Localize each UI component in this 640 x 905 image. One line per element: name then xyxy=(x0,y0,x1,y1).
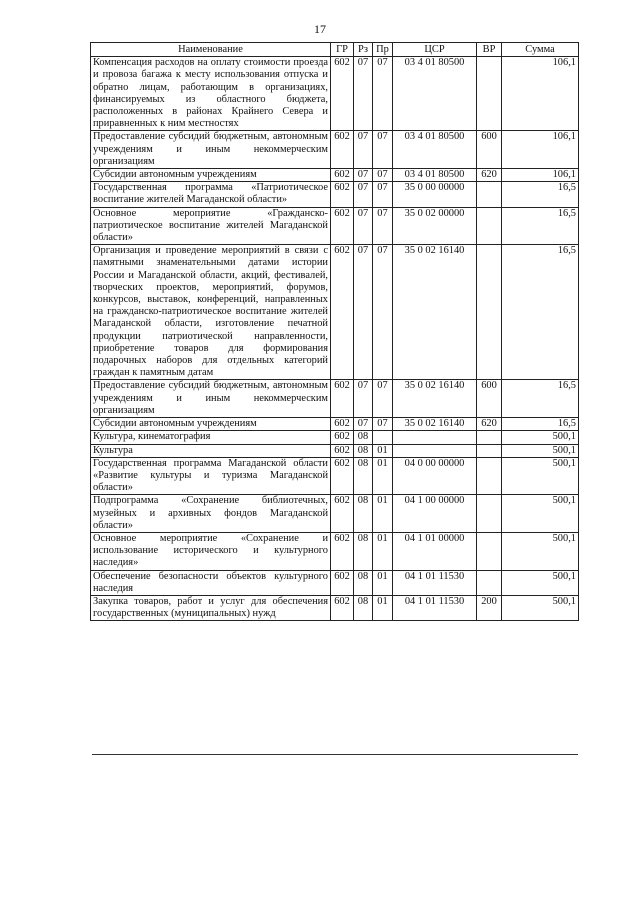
row-name: Закупка товаров, работ и услуг для обеспечения государственных (муниципальных) нужд xyxy=(91,595,331,620)
row-pr: 07 xyxy=(373,131,393,169)
table-row xyxy=(91,169,579,182)
table-row xyxy=(91,495,579,533)
table-row xyxy=(91,532,579,570)
row-name: Субсидии автономным учреждениям xyxy=(91,169,331,182)
row-rz: 07 xyxy=(354,418,373,431)
row-rz: 07 xyxy=(354,169,373,182)
row-gr: 602 xyxy=(331,57,354,131)
row-name: Государственная программа Магаданской области «Развитие культуры и туризма Магаданской области» xyxy=(91,457,331,495)
row-vr xyxy=(477,245,502,380)
row-rz: 07 xyxy=(354,380,373,418)
row-csr: 04 1 01 11530 xyxy=(393,570,477,595)
row-csr: 35 0 02 16140 xyxy=(393,245,477,380)
table-row xyxy=(91,431,579,444)
row-sum: 500,1 xyxy=(502,595,579,620)
row-gr: 602 xyxy=(331,444,354,457)
row-rz: 07 xyxy=(354,207,373,245)
row-csr: 04 1 01 00000 xyxy=(393,532,477,570)
column-header-name: Наименование xyxy=(91,43,331,57)
row-pr: 07 xyxy=(373,380,393,418)
row-gr: 602 xyxy=(331,380,354,418)
row-vr xyxy=(477,57,502,131)
column-header-rz: Рз xyxy=(354,43,373,57)
row-pr: 01 xyxy=(373,570,393,595)
row-csr: 35 0 02 16140 xyxy=(393,418,477,431)
row-name: Культура, кинематография xyxy=(91,431,331,444)
row-sum: 500,1 xyxy=(502,444,579,457)
table-row xyxy=(91,418,579,431)
row-rz: 07 xyxy=(354,131,373,169)
row-sum: 16,5 xyxy=(502,207,579,245)
row-pr: 07 xyxy=(373,169,393,182)
row-name: Основное мероприятие «Сохранение и использование исторического и культурного наследия» xyxy=(91,532,331,570)
row-gr: 602 xyxy=(331,182,354,207)
row-gr: 602 xyxy=(331,169,354,182)
table-header xyxy=(91,43,579,57)
row-name: Государственная программа «Патриотическое воспитание жителей Магаданской области» xyxy=(91,182,331,207)
row-rz: 08 xyxy=(354,495,373,533)
row-vr xyxy=(477,495,502,533)
row-rz: 07 xyxy=(354,57,373,131)
row-sum: 106,1 xyxy=(502,131,579,169)
row-rz: 07 xyxy=(354,182,373,207)
row-rz: 08 xyxy=(354,444,373,457)
row-name: Культура xyxy=(91,444,331,457)
row-name: Предоставление субсидий бюджетным, автономным учреждениям и иным некоммерческим организациям xyxy=(91,131,331,169)
header-row xyxy=(91,43,579,57)
row-rz: 08 xyxy=(354,457,373,495)
row-rz: 07 xyxy=(354,245,373,380)
row-csr: 04 0 00 00000 xyxy=(393,457,477,495)
row-pr: 01 xyxy=(373,444,393,457)
row-sum: 16,5 xyxy=(502,380,579,418)
row-gr: 602 xyxy=(331,431,354,444)
column-header-csr: ЦСР xyxy=(393,43,477,57)
row-name: Основное мероприятие «Гражданско-патриотическое воспитание жителей Магаданской области» xyxy=(91,207,331,245)
row-name: Организация и проведение мероприятий в связи с памятными знаменательными датами истории России и Магаданской области, акций, фестивалей, творческих проектов, мероприятий, форумов, конкурсов, выставок, конференций, направленных на гражданско-патриотическое воспитание жителей Магаданской области, изготовление печатной продукции патриотической направленности, приобретение товаров для формирования подарочных наборов для отдельных категорий граждан к памятным датам xyxy=(91,245,331,380)
table-row xyxy=(91,182,579,207)
row-gr: 602 xyxy=(331,532,354,570)
row-csr: 35 0 02 16140 xyxy=(393,380,477,418)
row-gr: 602 xyxy=(331,570,354,595)
column-header-sum: Сумма xyxy=(502,43,579,57)
row-csr xyxy=(393,431,477,444)
row-csr: 04 1 00 00000 xyxy=(393,495,477,533)
row-csr: 35 0 02 00000 xyxy=(393,207,477,245)
row-gr: 602 xyxy=(331,207,354,245)
row-vr xyxy=(477,431,502,444)
row-vr xyxy=(477,444,502,457)
table-row xyxy=(91,245,579,380)
row-gr: 602 xyxy=(331,418,354,431)
row-vr xyxy=(477,570,502,595)
row-sum: 500,1 xyxy=(502,570,579,595)
row-csr xyxy=(393,444,477,457)
row-pr: 07 xyxy=(373,207,393,245)
row-name: Обеспечение безопасности объектов культурного наследия xyxy=(91,570,331,595)
row-pr xyxy=(373,431,393,444)
table-row xyxy=(91,57,579,131)
row-vr: 620 xyxy=(477,418,502,431)
table-row xyxy=(91,380,579,418)
row-sum: 500,1 xyxy=(502,431,579,444)
row-sum: 106,1 xyxy=(502,57,579,131)
row-rz: 08 xyxy=(354,431,373,444)
row-gr: 602 xyxy=(331,245,354,380)
row-pr: 07 xyxy=(373,245,393,380)
row-vr xyxy=(477,182,502,207)
row-sum: 16,5 xyxy=(502,245,579,380)
table-row xyxy=(91,131,579,169)
row-vr xyxy=(477,457,502,495)
row-vr xyxy=(477,207,502,245)
column-header-pr: Пр xyxy=(373,43,393,57)
row-sum: 500,1 xyxy=(502,495,579,533)
table-row xyxy=(91,595,579,620)
row-vr: 620 xyxy=(477,169,502,182)
row-vr: 600 xyxy=(477,131,502,169)
row-rz: 08 xyxy=(354,570,373,595)
row-csr: 04 1 01 11530 xyxy=(393,595,477,620)
row-pr: 07 xyxy=(373,57,393,131)
page-number: 17 xyxy=(314,22,326,36)
row-gr: 602 xyxy=(331,131,354,169)
row-sum: 16,5 xyxy=(502,418,579,431)
row-pr: 01 xyxy=(373,495,393,533)
column-header-gr: ГР xyxy=(331,43,354,57)
row-rz: 08 xyxy=(354,532,373,570)
row-name: Предоставление субсидий бюджетным, автономным учреждениям и иным некоммерческим организациям xyxy=(91,380,331,418)
row-name: Подпрограмма «Сохранение библиотечных, музейных и архивных фондов Магаданской области» xyxy=(91,495,331,533)
row-vr: 200 xyxy=(477,595,502,620)
row-pr: 07 xyxy=(373,418,393,431)
table-row xyxy=(91,207,579,245)
row-gr: 602 xyxy=(331,595,354,620)
row-sum: 500,1 xyxy=(502,457,579,495)
row-pr: 01 xyxy=(373,532,393,570)
table-row xyxy=(91,457,579,495)
footer-divider xyxy=(92,754,578,755)
row-sum: 106,1 xyxy=(502,169,579,182)
row-pr: 07 xyxy=(373,182,393,207)
row-pr: 01 xyxy=(373,595,393,620)
row-pr: 01 xyxy=(373,457,393,495)
row-sum: 16,5 xyxy=(502,182,579,207)
row-csr: 35 0 00 00000 xyxy=(393,182,477,207)
row-gr: 602 xyxy=(331,457,354,495)
table-body xyxy=(91,57,579,621)
table-row xyxy=(91,444,579,457)
row-vr: 600 xyxy=(477,380,502,418)
row-vr xyxy=(477,532,502,570)
row-name: Субсидии автономным учреждениям xyxy=(91,418,331,431)
column-header-vr: ВР xyxy=(477,43,502,57)
row-sum: 500,1 xyxy=(502,532,579,570)
budget-table xyxy=(90,42,579,621)
row-gr: 602 xyxy=(331,495,354,533)
row-csr: 03 4 01 80500 xyxy=(393,57,477,131)
row-csr: 03 4 01 80500 xyxy=(393,169,477,182)
row-name: Компенсация расходов на оплату стоимости проезда и провоза багажа к месту использования отпуска и обратно лицам, работающим в организациях, финансируемых из областного бюджета, расположенных в районах Крайнего Севера и приравненных к ним местностях xyxy=(91,57,331,131)
row-csr: 03 4 01 80500 xyxy=(393,131,477,169)
table-row xyxy=(91,570,579,595)
row-rz: 08 xyxy=(354,595,373,620)
